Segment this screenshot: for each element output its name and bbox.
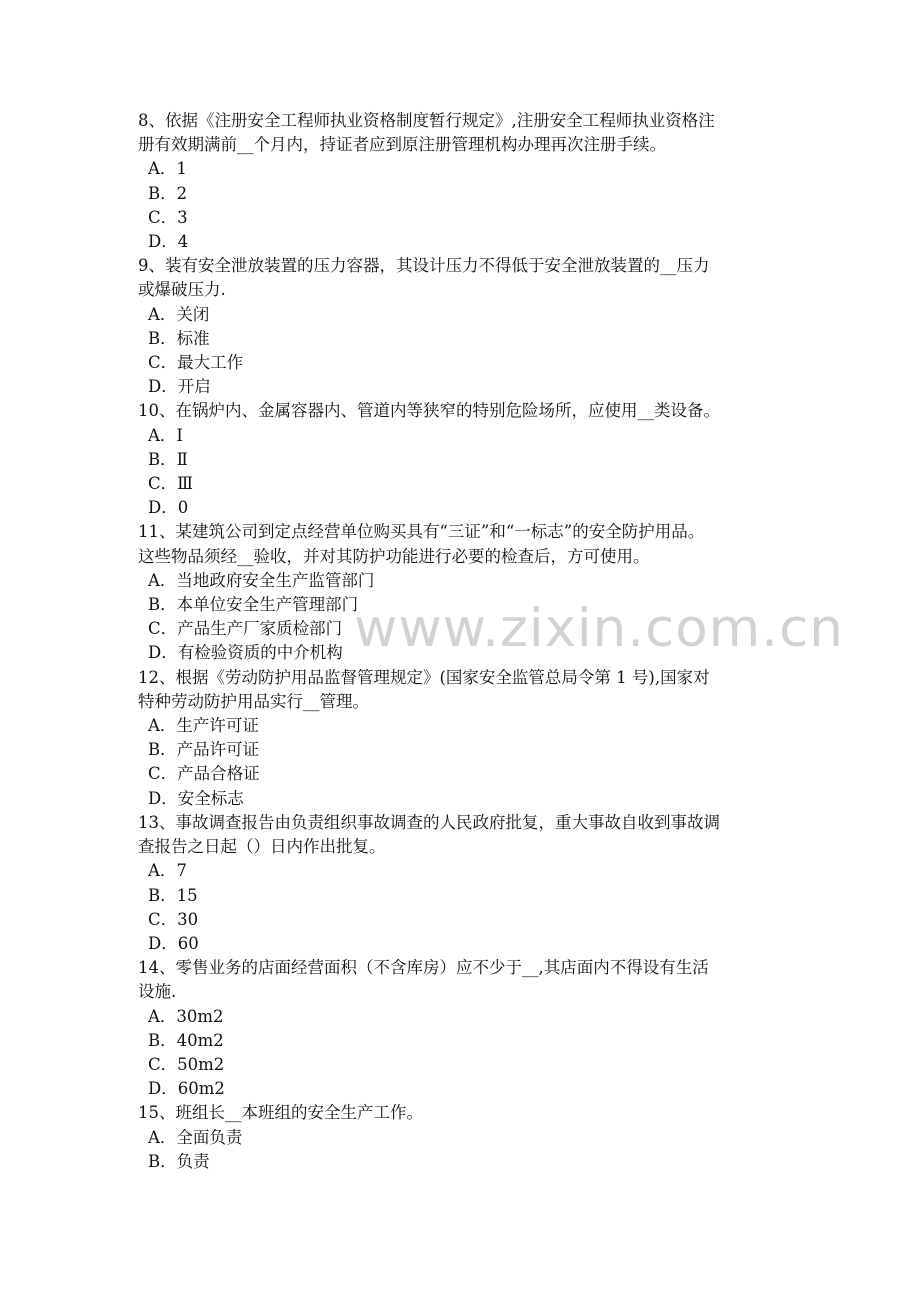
option-a: A．生产许可证 <box>148 716 259 736</box>
question-stem-line: 10、在锅炉内、金属容器内、管道内等狭窄的特别危险场所，应使用__类设备。 <box>138 401 720 421</box>
watermark-text: www.zixin.com.cn <box>354 598 844 659</box>
question-11 <box>138 520 798 665</box>
question-12 <box>138 666 798 811</box>
question-stem-line: 14、零售业务的店面经营面积（不含库房）应不少于__,其店面内不得设有生活 <box>138 958 709 978</box>
option-c: C．50m2 <box>148 1054 225 1074</box>
option-b: B．标准 <box>148 328 210 348</box>
question-8 <box>138 109 798 254</box>
option-b: B．Ⅱ <box>148 449 188 469</box>
question-stem-line: 13、事故调查报告由负责组织事故调查的人民政府批复，重大事故自收到事故调 <box>138 812 720 832</box>
question-15 <box>138 1101 798 1174</box>
option-b: B．40m2 <box>148 1030 224 1050</box>
option-c: C．Ⅲ <box>148 474 194 494</box>
option-d: D．4 <box>148 232 189 252</box>
question-stem-line: 或爆破压力. <box>138 280 226 300</box>
question-stem-line: 册有效期满前__个月内，持证者应到原注册管理机构办理再次注册手续。 <box>138 135 666 155</box>
option-c: C．产品生产厂家质检部门 <box>148 619 343 639</box>
option-b: B．15 <box>148 885 198 905</box>
option-b: B．本单位安全生产管理部门 <box>148 595 359 615</box>
question-stem-line: 11、某建筑公司到定点经营单位购买具有“三证”和“一标志”的安全防护用品。 <box>138 522 705 542</box>
question-stem-line: 设施. <box>138 982 177 1002</box>
question-stem-line: 查报告之日起（）日内作出批复。 <box>138 837 386 857</box>
option-a: A．Ⅰ <box>148 425 183 445</box>
option-a: A．7 <box>148 861 187 881</box>
question-list <box>138 109 798 1174</box>
option-c: C．30 <box>148 909 199 929</box>
option-a: A．关闭 <box>148 304 210 324</box>
option-b: B．2 <box>148 183 188 203</box>
option-d: D．60 <box>148 933 199 953</box>
option-c: C．3 <box>148 207 188 227</box>
option-a: A．全面负责 <box>148 1127 243 1147</box>
option-c: C．最大工作 <box>148 353 244 373</box>
question-stem-line: 这些物品须经__验收，并对其防护功能进行必要的检查后，方可使用。 <box>138 546 650 566</box>
question-10 <box>138 399 798 520</box>
question-stem-line: 8、依据《注册安全工程师执业资格制度暂行规定》,注册安全工程师执业资格注 <box>138 111 715 130</box>
option-d: D．有检验资质的中介机构 <box>148 643 343 663</box>
option-c: C．产品合格证 <box>148 764 260 784</box>
question-stem-line: 15、班组长__本班组的安全生产工作。 <box>138 1103 423 1123</box>
question-13 <box>138 811 798 956</box>
question-stem-line: 9、装有安全泄放装置的压力容器，其设计压力不得低于安全泄放装置的__压力 <box>138 256 710 276</box>
option-b: B．负责 <box>148 1151 210 1171</box>
option-a: A．当地政府安全生产监管部门 <box>148 570 375 590</box>
question-stem-line: 12、根据《劳动防护用品监督管理规定》(国家安全监管总局令第 1 号),国家对 <box>138 667 710 687</box>
option-d: D．安全标志 <box>148 788 244 808</box>
option-d: D．60m2 <box>148 1079 225 1099</box>
option-b: B．产品许可证 <box>148 740 260 760</box>
question-14 <box>138 956 798 1101</box>
option-d: D．0 <box>148 498 189 518</box>
question-stem-line: 特种劳动防护用品实行__管理。 <box>138 691 369 711</box>
option-a: A．30m2 <box>148 1006 224 1026</box>
option-d: D．开启 <box>148 377 211 397</box>
option-a: A．1 <box>148 159 187 179</box>
question-9 <box>138 254 798 399</box>
